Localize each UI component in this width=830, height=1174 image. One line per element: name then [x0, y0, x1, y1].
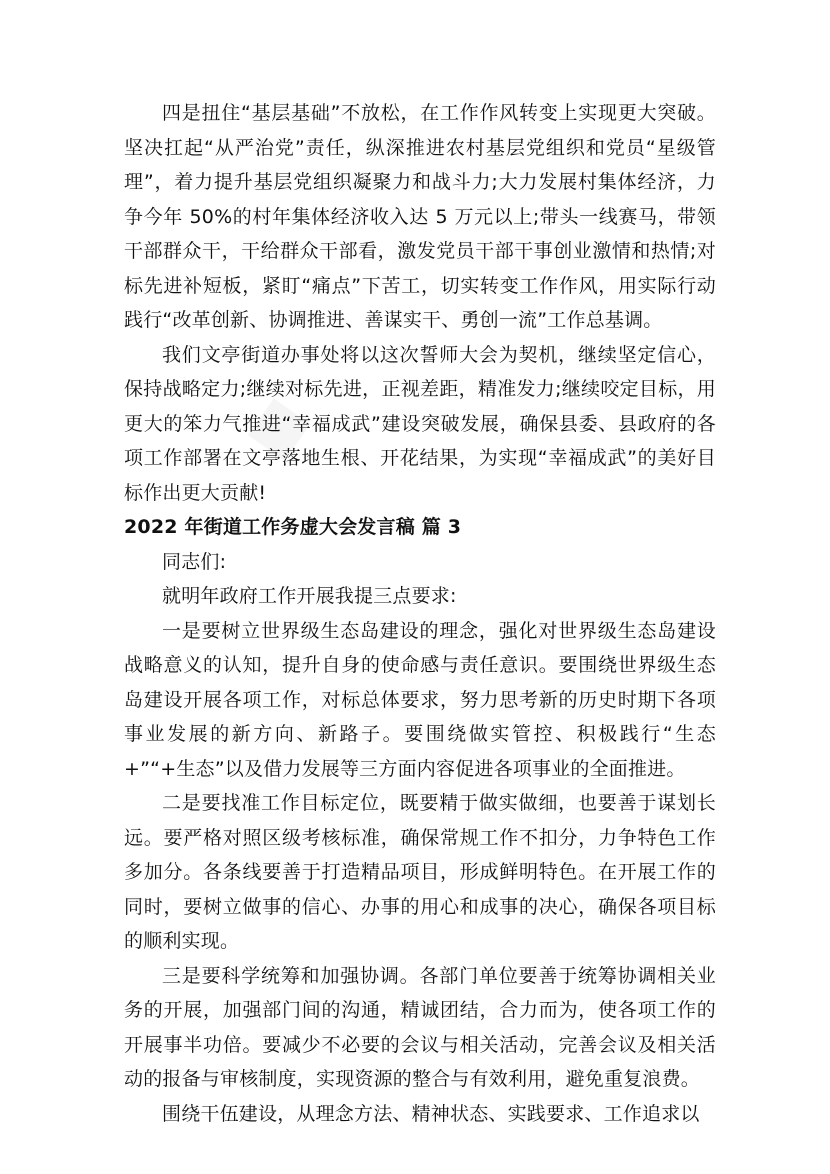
- paragraph-requirement-one: 一是要树立世界级生态岛建设的理念，强化对世界级生态岛建设战略意义的认知，提升自身的使命感与责任意识。要围绕世界级生态岛建设开展各项工作，对标总体要求，努力思考新的历史时期下各项事业发展的新方向、新路子。要围绕做实管控、积极践行“生态+”“+生态”以及借力发展等三方面内容促进各项事业的全面推进。: [124, 619, 716, 780]
- paragraph-requirement-three: 三是要科学统筹和加强协调。各部门单位要善于统筹协调相关业务的开展，加强部门间的沟通，精诚团结，合力而为，使各项工作的开展事半功倍。要减少不必要的会议与相关活动，完善会议及相关活动的报备与审核制度，实现资源的整合与有效利用，避免重复浪费。: [124, 964, 716, 1090]
- section-heading: 2022 年街道工作务虚大会发言稿 篇 3: [124, 516, 462, 538]
- paragraph-salutation: 同志们:: [162, 550, 227, 573]
- paragraph-team-building: 围绕干伍建设，从理念方法、精神状态、实践要求、工作追求以: [162, 1102, 700, 1125]
- paragraph-requirements-intro: 就明年政府工作开展我提三点要求:: [162, 585, 457, 607]
- document-body: [124, 96, 716, 1131]
- paragraph-grassroots: 四是扭住“基层基础”不放松，在工作作风转变上实现更大突破。坚决扛起“从严治党”责任，纵深推进农村基层党组织和党员“星级管理”，着力提升基层党组织凝聚力和战斗力;大力发展村集体经济，力争今年 50%的村年集体经济收入达 5 万元以上;带头一线赛马，带领干部群众干，干给群众干部看，激发党员干部干事创业激情和热情;对标先进补短板，紧盯“痛点”下苦工，切实转变工作作风，用实际行动践行“改革创新、协调推进、善谋实干、勇创一流”工作总基调。: [124, 102, 716, 331]
- paragraph-wenting-commitment: 我们文亭街道办事处将以这次誓师大会为契机，继续坚定信心，保持战略定力;继续对标先进，正视差距，精准发力;继续咬定目标，用更大的笨力气推进“幸福成武”建设突破发展，确保县委、县政府的各项工作部署在文亭落地生根、开花结果，为实现“幸福成武”的美好目标作出更大贡献!: [124, 343, 716, 504]
- paragraph-requirement-two: 二是要找准工作目标定位，既要精于做实做细，也要善于谋划长远。要严格对照区级考核标准，确保常规工作不扣分，力争特色工作多加分。各条线要善于打造精品项目，形成鲜明特色。在开展工作的同时，要树立做事的信心、办事的用心和成事的决心，确保各项目标的顺利实现。: [124, 792, 716, 952]
- watermark: ▪: [228, 363, 363, 502]
